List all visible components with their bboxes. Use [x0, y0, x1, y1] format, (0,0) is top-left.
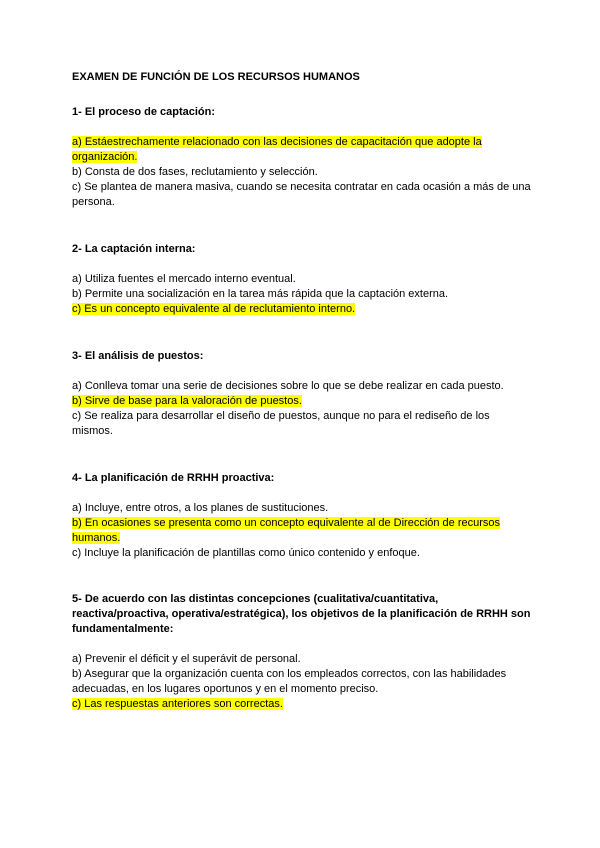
option-text: a) Estáestrechamente relacionado con las decisiones de capacitación que adopte la organización.: [72, 136, 482, 163]
option-c: [72, 302, 532, 317]
section-spacer: [72, 439, 532, 471]
option-text: c) Las respuestas anteriores son correctas.: [72, 698, 283, 710]
option-text: c) Es un concepto equivalente al de reclutamiento interno.: [72, 303, 356, 315]
option-a: [72, 135, 532, 165]
option-c: [72, 697, 532, 712]
option-text: a) Conlleva tomar una serie de decisiones sobre lo que se debe realizar en cada puesto.: [72, 380, 504, 392]
option-a: [72, 379, 532, 394]
option-text: a) Prevenir el déficit y el superávit de personal.: [72, 653, 301, 665]
question-title: 3- El análisis de puestos:: [72, 350, 204, 362]
option-a: [72, 272, 532, 287]
section-spacer: [72, 317, 532, 349]
option-c: [72, 546, 532, 561]
question-title: 2- La captación interna:: [72, 243, 196, 255]
option-b: [72, 516, 532, 546]
option-text: c) Incluye la planificación de plantillas como único contenido y enfoque.: [72, 547, 420, 559]
option-text: b) En ocasiones se presenta como un concepto equivalente al de Dirección de recursos humanos.: [72, 517, 501, 544]
section-spacer: [72, 210, 532, 242]
question-1: [72, 105, 532, 210]
question-3: [72, 349, 532, 439]
question-title: 1- El proceso de captación:: [72, 106, 216, 118]
option-b: [72, 394, 532, 409]
question-title: 5- De acuerdo con las distintas concepciones (cualitativa/cuantitativa, reactiva/proactiva, operativa/estratégica), los objetivos de la planificación de RRHH son fundamentalmente:: [72, 593, 531, 635]
question-5: [72, 592, 532, 712]
option-a: [72, 652, 532, 667]
option-text: b) Consta de dos fases, reclutamiento y selección.: [72, 166, 318, 178]
option-c: [72, 180, 532, 210]
document-title: EXAMEN DE FUNCIÓN DE LOS RECURSOS HUMANOS: [72, 71, 360, 83]
option-text: a) Incluye, entre otros, a los planes de sustituciones.: [72, 502, 329, 514]
option-text: a) Utiliza fuentes el mercado interno eventual.: [72, 273, 296, 285]
option-text: c) Se plantea de manera masiva, cuando se necesita contratar en cada ocasión a más de una persona.: [72, 181, 531, 208]
option-b: [72, 287, 532, 302]
option-list: [72, 652, 532, 712]
question-2: [72, 242, 532, 317]
question-4: [72, 471, 532, 561]
option-list: [72, 135, 532, 210]
option-list: [72, 501, 532, 561]
section-spacer: [72, 561, 532, 592]
option-list: [72, 379, 532, 439]
option-text: b) Permite una socialización en la tarea más rápida que la captación externa.: [72, 288, 449, 300]
option-c: [72, 409, 532, 439]
option-text: b) Sirve de base para la valoración de puestos.: [72, 395, 302, 407]
option-text: c) Se realiza para desarrollar el diseño de puestos, aunque no para el rediseño de los mismos.: [72, 410, 490, 437]
exam-page: [72, 70, 532, 712]
option-b: [72, 165, 532, 180]
option-list: [72, 272, 532, 317]
option-a: [72, 501, 532, 516]
option-b: [72, 667, 532, 697]
option-text: b) Asegurar que la organización cuenta con los empleados correctos, con las habilidades adecuadas, en los lugares oportunos y en el momento preciso.: [72, 668, 507, 695]
question-title: 4- La planificación de RRHH proactiva:: [72, 472, 275, 484]
